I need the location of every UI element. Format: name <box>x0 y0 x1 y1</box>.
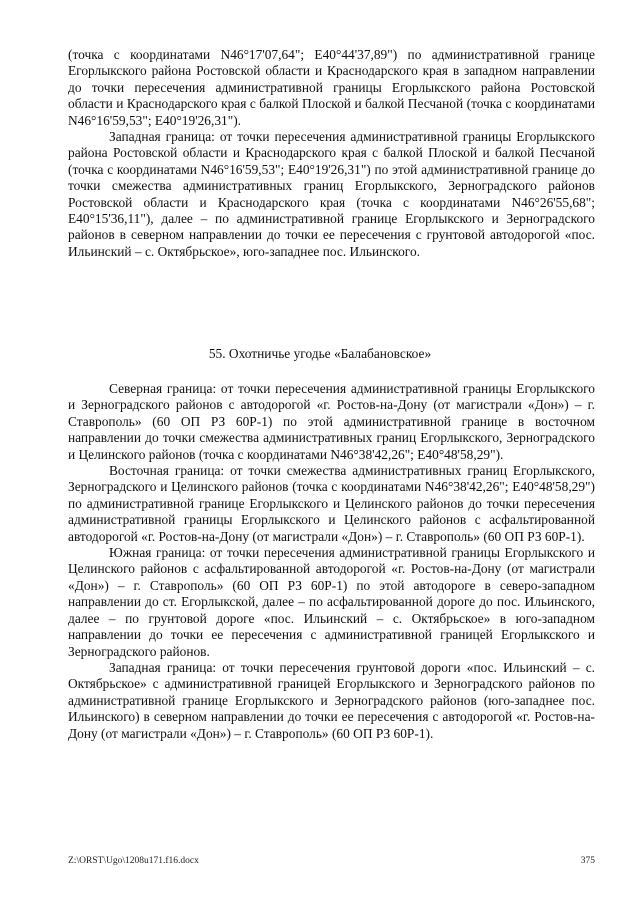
paragraph-eastern-border: Восточная граница: от точки смежества административных границ Егорлыкского, Зерноградского и Целинского районов (точка с координатами N46°38'42,26"; E40°48'58,29") по административной границе Егорлыкского и Целинского районов до точки пересечения административной границы Егорлыкского и Целинского районов с асфальтированной автодорогой «г. Ростов-на-Дону (от магистрали «Дон») – г. Ставрополь» (60 ОП РЗ 60Р-1). <box>68 463 595 544</box>
page-number: 375 <box>580 856 595 866</box>
paragraph-western-border-2: Западная граница: от точки пересечения грунтовой дороги «пос. Ильинский – с. Октябрьское» с административной границей Егорлыкского и Зерноградского районов по административной границе Егорлыкского и Зерноградского районов (юго-западнее пос. Ильинского) в северном направлении до точки ее пересечения с автодорогой «г. Ростов-на-Дону (от магистрали «Дон») – г. Ставрополь» (60 ОП РЗ 60Р-1). <box>68 659 595 741</box>
section-heading: 55. Охотничье угодье «Балабановское» <box>208 346 432 361</box>
section-text-block <box>68 381 595 742</box>
footer-file-path: Z:\ORST\Ugo\1208u171.f16.docx <box>68 856 199 866</box>
paragraph-southern-border: Южная граница: от точки пересечения административной границы Егорлыкского и Целинского районов с асфальтированной автодорогой «г. Ростов-на-Дону (от магистрали «Дон») – г. Ставрополь» (60 ОП РЗ 60Р-1) по этой автодороге в северо-западном направлении до ст. Егорлыкской, далее – по асфальтированной дороге до пос. Ильинского, далее – по грунтовой дороге «пос. Ильинский – с. Октябрьское» в юго-западном направлении до точки ее пересечения с административной границей Егорлыкского и Зерноградского районов. <box>68 545 595 659</box>
paragraph-western-border: Западная граница: от точки пересечения административной границы Егорлыкского района Ростовской области и Краснодарского края с балкой Плоской и балкой Песчаной (точка с координатами N46°16'59,53"; E40°19'26,31") по этой административной границе до точки смежества административных границ Егорлыкского, Зерноградского районов Ростовской области и Краснодарского края (точка с координатами N46°26'55,68"; E40°15'36,11"), далее – по административной границе Егорлыкского и Зерноградского районов в северном направлении до точки ее пересечения с грунтовой автодорогой «пос. Ильинский – с. Октябрьское», юго-западнее пос. Ильинского. <box>68 129 595 259</box>
top-text-block <box>68 47 595 260</box>
paragraph-northern-border: Северная граница: от точки пересечения административной границы Егорлыкского и Зерноградского районов с автодорогой «г. Ростов-на-Дону (от магистрали «Дон») – г. Ставрополь» (60 ОП РЗ 60Р-1) по этой административной границе в восточном направлении до точки смежества административных границ Егорлыкского, Зерноградского и Целинского районов (точка с координатами N46°38'42,26"; E40°48'58,29"). <box>68 381 595 462</box>
paragraph-continuation: (точка с координатами N46°17'07,64"; E40°44'37,89") по административной границе Егорлыкского района Ростовской области и Краснодарского края в западном направлении до точки пересечения административной границы Егорлыкского района Ростовской области и Краснодарского края с балкой Плоской и балкой Песчаной (точка с координатами N46°16'59,53"; E40°19'26,31"). <box>68 47 595 128</box>
